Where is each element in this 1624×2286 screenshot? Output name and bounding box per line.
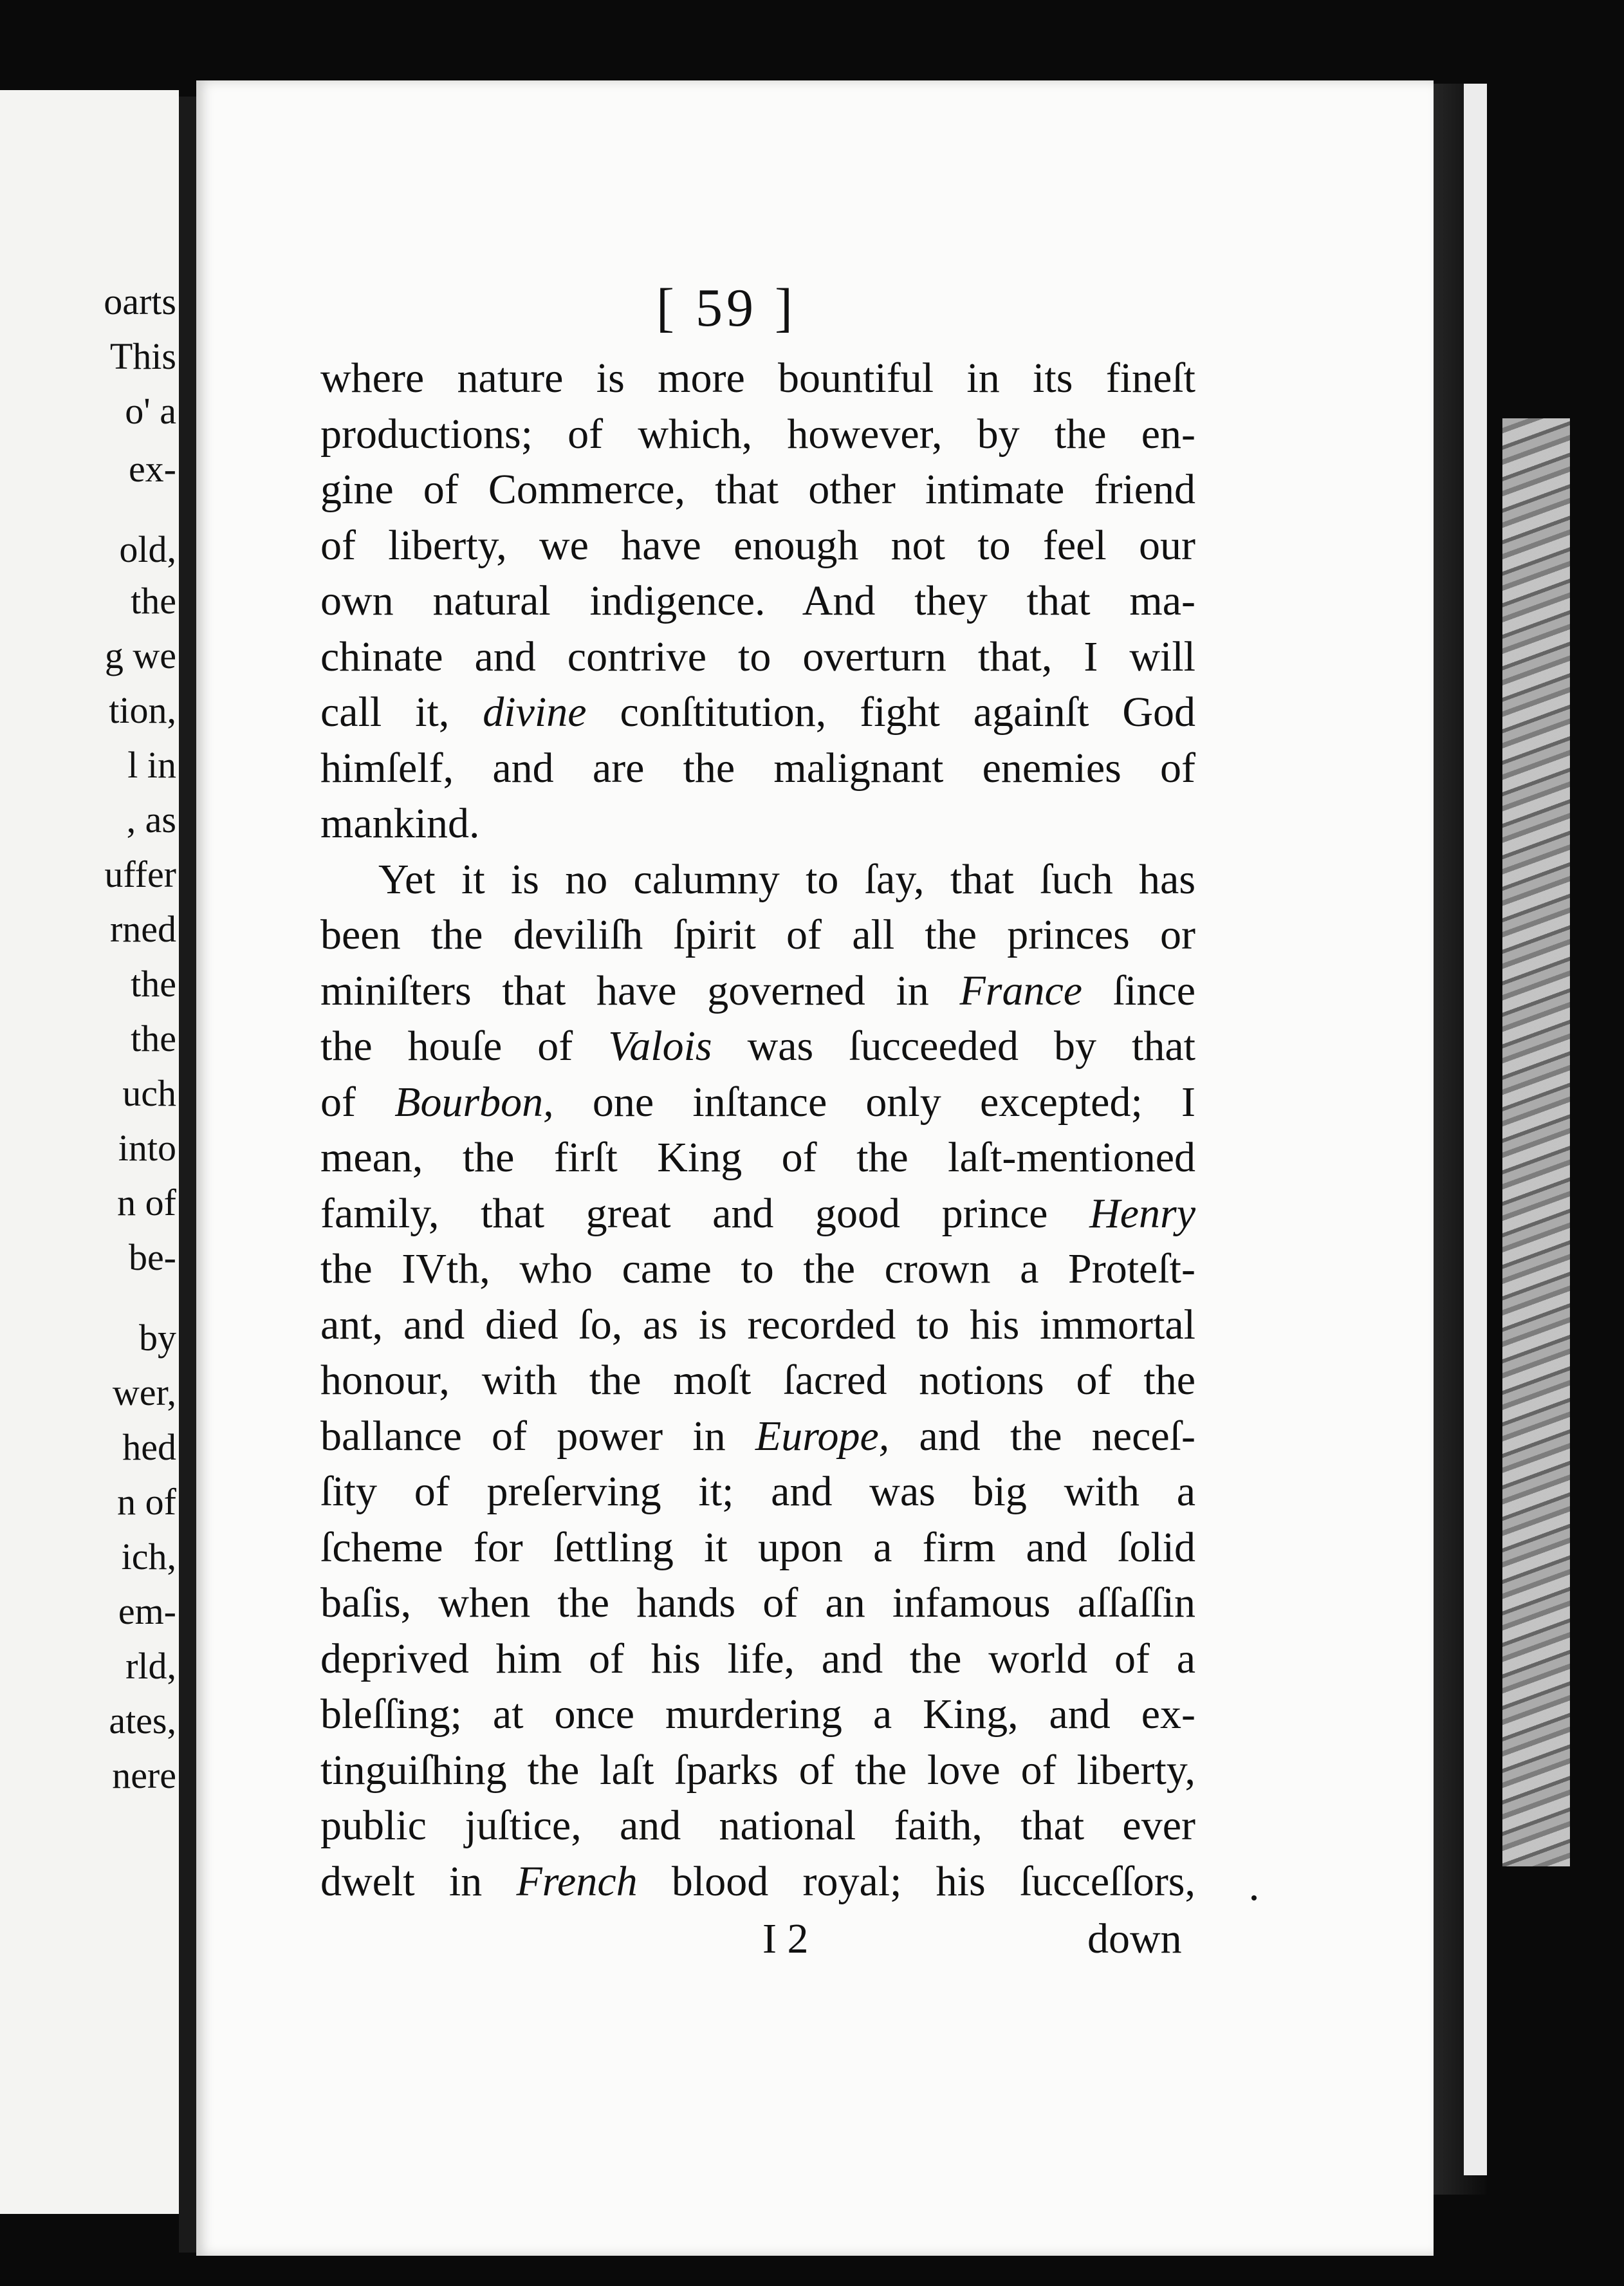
left-page-text-fragment: em-	[118, 1590, 176, 1632]
left-page-text-fragment: the	[131, 963, 176, 1005]
text-segment: deprived him of his life, and the world of a	[320, 1635, 1195, 1682]
text-line	[320, 1019, 1195, 1075]
signature-mark: I 2	[762, 1915, 809, 1962]
left-page-text-fragment: n of	[117, 1481, 176, 1523]
page-body	[320, 351, 1195, 1910]
left-page-text-fragment: old,	[119, 528, 176, 570]
text-segment: ſity of preſerving it; and was big with a	[320, 1468, 1195, 1515]
italic-word: Europe,	[755, 1412, 890, 1460]
text-segment: baſis, when the hands of an infamous aſſaſſin	[320, 1579, 1195, 1626]
left-page-text-fragment: n of	[117, 1182, 176, 1223]
text-segment: honour, with the moſt ſacred notions of the	[320, 1357, 1195, 1404]
text-segment: tinguiſhing the laſt ſparks of the love of liberty,	[320, 1746, 1195, 1794]
text-segment: of liberty, we have enough not to feel our	[320, 521, 1195, 569]
italic-word: Bourbon,	[394, 1078, 554, 1126]
left-page-text-fragment: ich,	[121, 1536, 176, 1577]
text-line	[320, 1241, 1195, 1297]
text-line	[320, 1687, 1195, 1743]
text-line	[320, 1520, 1195, 1576]
left-page-text-fragment: , as	[126, 799, 176, 841]
text-line	[320, 1798, 1195, 1854]
text-segment: blood royal; his ſucceſſors,	[637, 1857, 1195, 1905]
left-page-text-fragment: the	[131, 1018, 176, 1059]
text-segment: miniſters that have governed in	[320, 967, 960, 1014]
italic-word: French	[516, 1857, 638, 1905]
text-line	[320, 1409, 1195, 1465]
text-segment: the houſe of	[320, 1023, 609, 1070]
left-page-text-fragment: the	[131, 580, 176, 622]
left-page-text-fragment: by	[139, 1317, 176, 1359]
previous-page	[0, 90, 179, 2214]
left-page-text-fragment: This	[109, 335, 176, 377]
text-line	[320, 629, 1195, 685]
left-page-text-fragment: g we	[104, 635, 176, 676]
text-segment: chinate and contrive to overturn that, I will	[320, 633, 1195, 680]
text-segment: ſcheme for ſettling it upon a firm and ſolid	[320, 1523, 1195, 1571]
left-page-text-fragment: oarts	[104, 281, 176, 322]
text-segment: of	[320, 1078, 395, 1126]
text-line	[320, 907, 1195, 963]
text-segment: mankind.	[320, 800, 480, 847]
text-segment: mean, the firſt King of the laſt-mentioned	[320, 1134, 1195, 1181]
left-page-text-fragment: ex-	[128, 448, 176, 490]
text-segment: one inſtance only excepted; I	[553, 1078, 1195, 1126]
text-segment: bleſſing; at once murdering a King, and ex-	[320, 1691, 1195, 1738]
text-line	[320, 518, 1195, 574]
page-edge-highlight	[1464, 84, 1487, 2175]
left-page-text-fragment: hed	[122, 1426, 176, 1468]
text-line	[320, 462, 1195, 518]
text-segment: himſelf, and are the malignant enemies of	[320, 744, 1195, 792]
page-number: [ 59 ]	[656, 278, 797, 338]
text-segment: been the deviliſh ſpirit of all the princes or	[320, 911, 1195, 958]
text-segment: public juſtice, and national faith, that ever	[320, 1802, 1195, 1849]
text-line	[320, 1464, 1195, 1520]
text-segment: Yet it is no calumny to ſay, that ſuch has	[378, 855, 1195, 903]
text-line	[320, 573, 1195, 629]
text-line	[320, 1186, 1195, 1242]
text-line	[320, 1575, 1195, 1631]
text-segment: was ſucceeded by that	[712, 1023, 1195, 1070]
text-line	[320, 1631, 1195, 1687]
catchword: down	[1087, 1915, 1182, 1962]
text-line	[320, 1743, 1195, 1799]
text-line	[320, 852, 1195, 908]
text-line	[320, 741, 1195, 797]
text-segment: call it,	[320, 689, 483, 736]
left-page-text-fragment: be-	[128, 1236, 176, 1278]
text-segment: ant, and died ſo, as is recorded to his immortal	[320, 1301, 1195, 1348]
scan-speck	[1251, 1895, 1257, 1900]
left-page-text-fragment: l in	[127, 744, 176, 786]
text-segment: the IVth, who came to the crown a Proteſt-	[320, 1245, 1195, 1292]
text-line	[320, 1297, 1195, 1353]
text-segment: where nature is more bountiful in its fineſt	[320, 355, 1195, 402]
marbled-edge	[1502, 418, 1570, 1866]
text-line	[320, 351, 1195, 407]
text-segment: own natural indigence. And they that ma-	[320, 577, 1195, 624]
text-line	[320, 1130, 1195, 1186]
text-segment: ſince	[1082, 967, 1195, 1014]
text-segment: family, that great and good prince	[320, 1189, 1090, 1237]
text-segment: conſtitution, fight againſt God	[586, 689, 1196, 736]
italic-word: Henry	[1089, 1189, 1195, 1237]
text-line	[320, 1854, 1195, 1910]
text-segment: gine of Commerce, that other intimate friend	[320, 466, 1195, 513]
left-page-text-fragment: into	[118, 1127, 176, 1169]
book-gutter	[179, 97, 198, 2253]
text-segment: dwelt in	[320, 1857, 517, 1905]
text-segment: and the neceſ-	[889, 1412, 1195, 1460]
text-segment: ballance of power in	[320, 1412, 755, 1460]
left-page-text-fragment: ates,	[109, 1700, 176, 1742]
text-line	[320, 685, 1195, 741]
left-page-text-fragment: rned	[109, 908, 176, 950]
text-segment: productions; of which, however, by the en-	[320, 410, 1195, 458]
text-line	[320, 796, 1195, 852]
italic-word: divine	[483, 689, 587, 736]
italic-word: Valois	[608, 1023, 712, 1070]
left-page-text-fragment: wer,	[112, 1371, 176, 1413]
text-line	[320, 1353, 1195, 1409]
left-page-text-fragment: uch	[122, 1072, 176, 1114]
left-page-text-fragment: tion,	[109, 689, 176, 731]
text-line	[320, 963, 1195, 1019]
left-page-text-fragment: nere	[112, 1754, 176, 1796]
text-line	[320, 407, 1195, 463]
left-page-text-fragment: rld,	[125, 1645, 176, 1687]
left-page-text-fragment: o' a	[125, 390, 176, 432]
italic-word: France	[959, 967, 1083, 1014]
text-line	[320, 1075, 1195, 1131]
left-page-text-fragment: uffer	[104, 853, 176, 895]
